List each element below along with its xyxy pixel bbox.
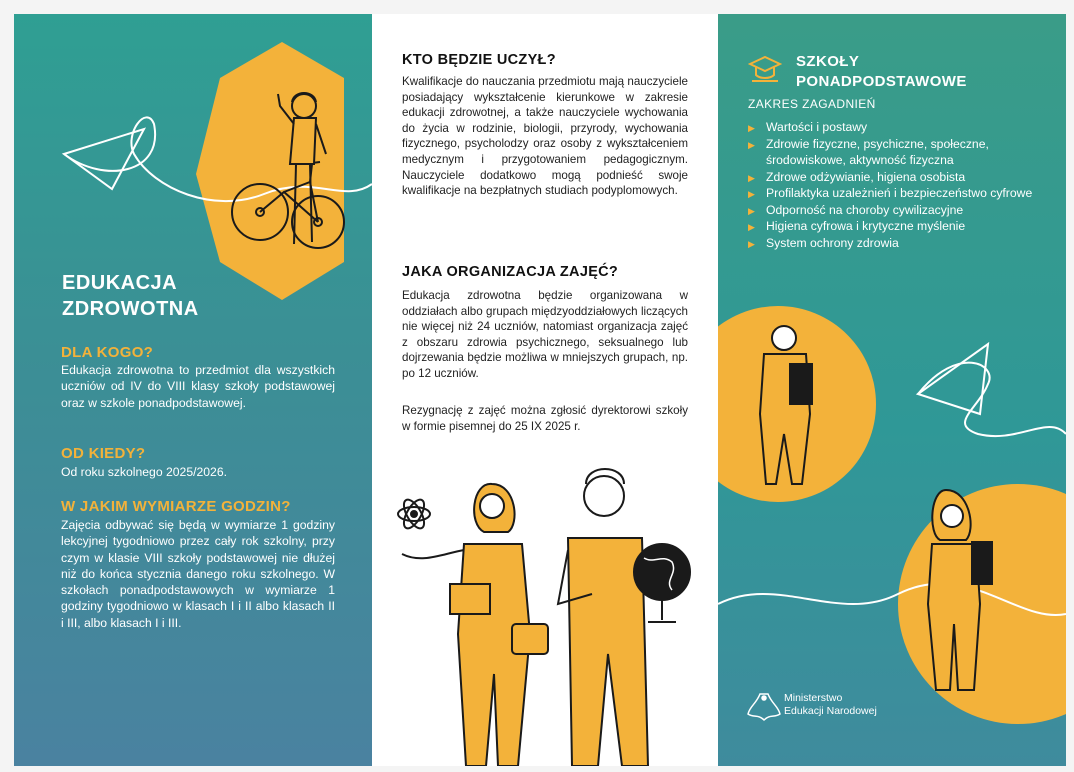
right-title [796,52,967,92]
text-kto-bedzie-uczyl: Kwalifikacje do nauczania przedmiotu mają nauczyciele posiadający wykształcenie kierunkowe w zakresie edukacji zdrowotnej, a także nauczyciele wychowania do życia w rodzinie, biologii, przyrody, wychowania fizycznego, psycholodzy oraz osoby z wykształceniem medycznym i przygotowaniem pedagogicznym. Nauczyciele dodatkowo mogą podnieść swoje kwalifikacje na bezpłatnych studiach podyplomowych. [402,75,688,198]
topics-list [748,119,1038,251]
ministry-name-line1: Ministerstwo [784,692,843,704]
ministry-logo [748,690,898,730]
section-text-wymiar-godzin: Zajęcia odbywać się będą w wymiarze 1 godziny lekcyjnej tygodniowo przez cały rok szkolny, przy czym w klasie VIII szkoły podstawowej nie dłużej niż do końca stycznia danego roku szkolnego. W szkołach ponadpodstawowych w wymiarze 1 godziny tygodniowo w klasach I i II albo klasach II i III, albo klasach I i III. [61,518,335,630]
section-text-dla-kogo: Edukacja zdrowotna to przedmiot dla wszystkich uczniów od IV do VIII klasy szkoły podstawowej oraz w szkole ponadpodstawowej. [61,363,335,410]
gold-circle-bottom [898,484,1066,724]
left-panel [14,14,372,766]
male-teacher-figure [558,469,648,766]
topic-item: ▶ Zdrowie fizyczne, psychiczne, społeczne, środowiskowe, aktywność fizyczna [748,136,1038,169]
right-title-line2: PONADPODSTAWOWE [796,73,967,90]
left-title [62,270,199,322]
text-rezygnacja: Rezygnację z zajęć można zgłosić dyrektorowi szkoły w formie pisemnej do 25 IX 2025 r. [402,404,688,433]
section-heading-wymiar-godzin: W JAKIM WYMIARZE GODZIN? [61,498,291,515]
teachers-illustration [372,454,718,766]
section-heading-dla-kogo: DLA KOGO? [61,344,154,361]
text-organizacja-zajec: Edukacja zdrowotna będzie organizowana w oddziałach albo grupach międzyoddziałowych liczących nie więcej niż 24 uczniów, natomiast organizacja zajęć z obszaru zdrowia psychicznego, seksualnego lub dojrzewania będzie możliwa w mniejszych grupach, np. po 12 uczniów. [402,289,688,380]
topic-item: ▶ Zdrowe odżywianie, higiena osobista [748,169,1038,186]
topic-item: ▶ Higiena cyfrowa i krytyczne myślenie [748,218,1038,235]
middle-panel [372,14,718,766]
left-title-line1: EDUKACJA [62,272,178,294]
heading-organizacja-zajec: JAKA ORGANIZACJA ZAJĘĆ? [402,264,619,280]
heading-kto-bedzie-uczyl: KTO BĘDZIE UCZYŁ? [402,52,556,68]
ministry-name [784,692,877,718]
section-text-od-kiedy: Od roku szkolnego 2025/2026. [61,465,228,479]
graduation-cap-icon [748,54,782,84]
topic-item: ▶ Wartości i postawy [748,119,1038,136]
topics-subtitle: ZAKRES ZAGADNIEŃ [748,97,876,111]
topic-item: ▶ Odporność na choroby cywilizacyjne [748,202,1038,219]
topic-item: ▶ System ochrony zdrowia [748,235,1038,252]
white-swoosh-line [918,363,1066,436]
paper-plane-outline [918,344,988,414]
topic-item: ▶ Profilaktyka uzależnień i bezpieczeństwo cyfrowe [748,185,1038,202]
ministry-name-line2: Edukacji Narodowej [784,705,877,717]
left-title-line2: ZDROWOTNA [62,298,199,320]
section-heading-od-kiedy: OD KIEDY? [61,445,146,462]
hexagon-shape [196,42,344,300]
right-title-line1: SZKOŁY [796,53,860,70]
atom-icon [398,497,430,532]
right-panel [718,14,1066,766]
